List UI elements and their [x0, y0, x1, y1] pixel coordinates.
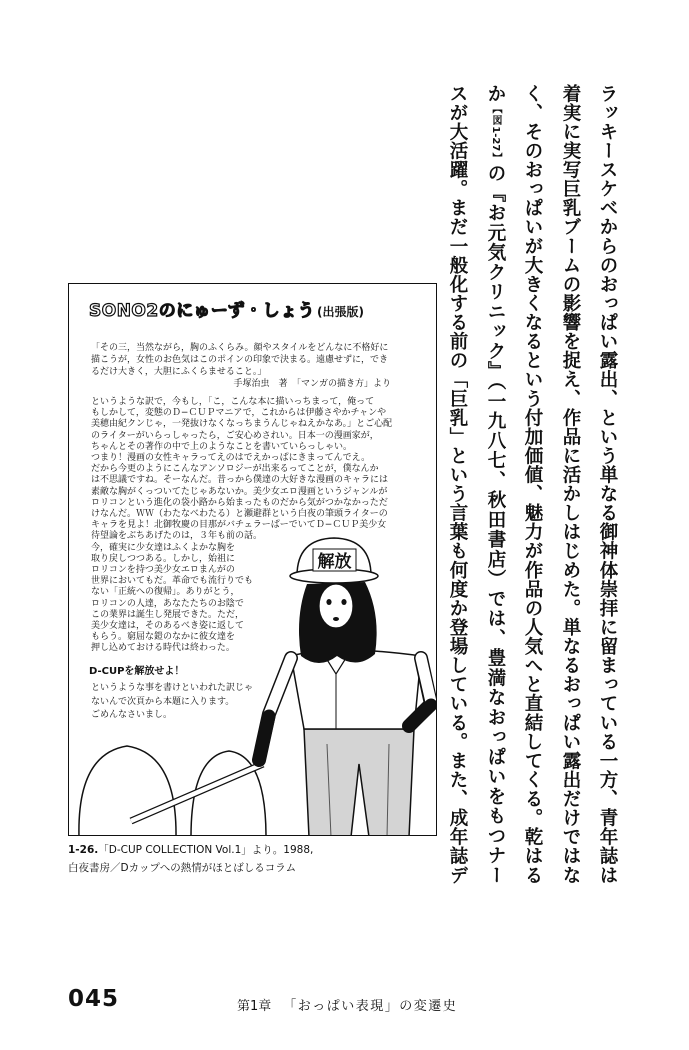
column-slogan: D-CUPを解放せよ！ — [89, 666, 185, 677]
closing-line: ごめんなさいまし。 — [91, 710, 173, 720]
figure-caption-line-2: 白夜書房／Dカップへの熱情がほとばしるコラム — [68, 862, 297, 874]
rounded-shape-left — [79, 746, 176, 836]
column-body — [91, 397, 392, 543]
column-body-line: 押し込めておける時代は終わった。 — [91, 643, 235, 654]
column-4-text-start: か — [485, 84, 506, 104]
eye-right — [341, 599, 346, 605]
column-body-line: ロリコンを持つ美少女エロまんがの — [91, 565, 235, 575]
closing-line: というような事を書けといわれた訳じゃ — [91, 683, 254, 693]
column-body-line: ロリコンという進化の袋小路から始まったものだから気がつかなかっただ — [91, 497, 388, 508]
figure-number: 1-26. — [68, 844, 99, 856]
column-body-narrow — [91, 543, 253, 655]
column-title-suffix: (出張版) — [317, 305, 364, 319]
column-body-line: 待望論をぶちあげたのは，３年も前の話。 — [91, 531, 263, 542]
column-body-line: 世界においてもだ。革命でも流行りでも — [91, 576, 254, 587]
figure-1-26 — [68, 283, 437, 836]
figure-reference: 【図1-27】 — [490, 103, 501, 164]
quote-line: るだけ大きく，大胆にふくらませること。」 — [91, 367, 267, 377]
face — [319, 584, 353, 628]
column-body-line: 美少女達は，そのあるべき姿に返して — [91, 621, 245, 632]
figure-caption-source: 「D-CUP COLLECTION Vol.1」より。1988, — [98, 844, 314, 856]
page-number: 045 — [68, 986, 120, 1012]
column-body-line: は不思議ですね。そーなんだ。昔っから僕達の大好きな漫画のキャラには — [91, 475, 389, 486]
column-title — [89, 296, 364, 321]
helmet-label: 解放 — [317, 552, 352, 572]
column-body-line: ロリコンの人達，あなたたちのお陰で — [91, 598, 244, 609]
mouth — [333, 617, 339, 621]
column-body-line: この業界は誕生し発展できた。ただ， — [91, 609, 245, 620]
body-text-column-2: 着実に実写巨乳ブームの影響を捉え、作品に活かしはじめた。単なるおっぱい露出だけではな — [560, 84, 581, 884]
column-body-line: けなんだ。ＷＷ（わたなべわたる）と瀬避群という白夜の筆頭ライターの — [91, 509, 388, 520]
body-text-column-5: スが大活躍。まだ一般化する前の「巨乳」という言葉も何度か登場している。また、成年誌デ — [447, 84, 468, 884]
column-body-line: キャラを見よ！北御牧慶の目那がバチェラーぱーでいてＤ−ＣＵＰ美少女 — [91, 520, 387, 531]
column-4-text-end: の『お元気クリニック』（一九八七、秋田書店）では、豊満なおっぱいをもつナー — [485, 163, 506, 884]
body-text-column-3: く、そのおっぱいが大きくなるという付加価値、魅力が作品の人気へと直結してくる。乾はる — [522, 84, 543, 884]
quote-line: 「その三，当然ながら，胸のふくらみ。顔やスタイルをどんなに不格好に — [91, 343, 389, 353]
quote-line: 描こうが，女性のお色気はこのポインの印象で決まる。遠慮せずに，でき — [91, 355, 389, 365]
column-body-line: だから今更のようにこんなアンソロジーが出来るってことが，僕なんか — [91, 464, 379, 475]
tezuka-quote — [91, 342, 388, 378]
eye-left — [326, 599, 331, 605]
column-body-line: 美穂由紀クンじゃ，一発抜けなくなっちまうんじゃねえかなあ。」とご心配 — [91, 419, 393, 430]
running-footer — [237, 995, 457, 1014]
column-body-line: もらう。窮屈な鎧のなかに彼女達を — [91, 632, 236, 643]
figure-caption-line-1 — [68, 842, 313, 857]
column-title-text: SONO2のにゅーず・しょう — [89, 301, 316, 321]
chapter-title: 「おっぱい表現」の変遷史 — [283, 999, 458, 1014]
column-body-line: つまり！漫画の女性キャラってえのはでえかっぱにきまってんでえ。 — [91, 453, 371, 464]
column-body-line: 今，確実に少女達はふくよかな胸を — [91, 542, 236, 553]
body-text-column-4 — [484, 84, 506, 884]
pants — [304, 729, 414, 836]
quote-attribution: 手塚治虫 著 「マンガの描き方」より — [233, 379, 391, 389]
column-closing — [91, 682, 253, 723]
column-body-line: ない「正統への復帰」。ありがとう， — [91, 587, 240, 598]
column-body-line: のライターがいらっしゃったら，ご安心めされい。日本一の漫画家が， — [91, 430, 379, 441]
left-arm — [269, 658, 291, 714]
column-body-line: もしかして，変態のＤ−ＣＵＰマニアで，これからは伊藤さやかチャンや — [91, 408, 387, 419]
column-body-line: 素敵な胸がくっついてたじゃあないか。美少女エロ漫画というジャンルが — [91, 486, 388, 497]
column-body-line: というような訳で，今もし，「こ，こんな本に描いっちまって，俺って — [91, 397, 375, 407]
body-text-column-1: ラッキースケベからのおっぱい露出、という単なる御神体崇拝に留まっている一方、青年誌は — [597, 84, 618, 884]
column-body-line: ちゃんとその著作の中で上のようなことを書いていらっしゃい。 — [91, 441, 353, 452]
column-body-line: 取り戻しつつある。しかし，始祖に — [91, 553, 236, 564]
closing-line: ないんで次頁から本題に入ります。 — [91, 696, 235, 707]
chapter-number: 第1章 — [237, 999, 272, 1014]
